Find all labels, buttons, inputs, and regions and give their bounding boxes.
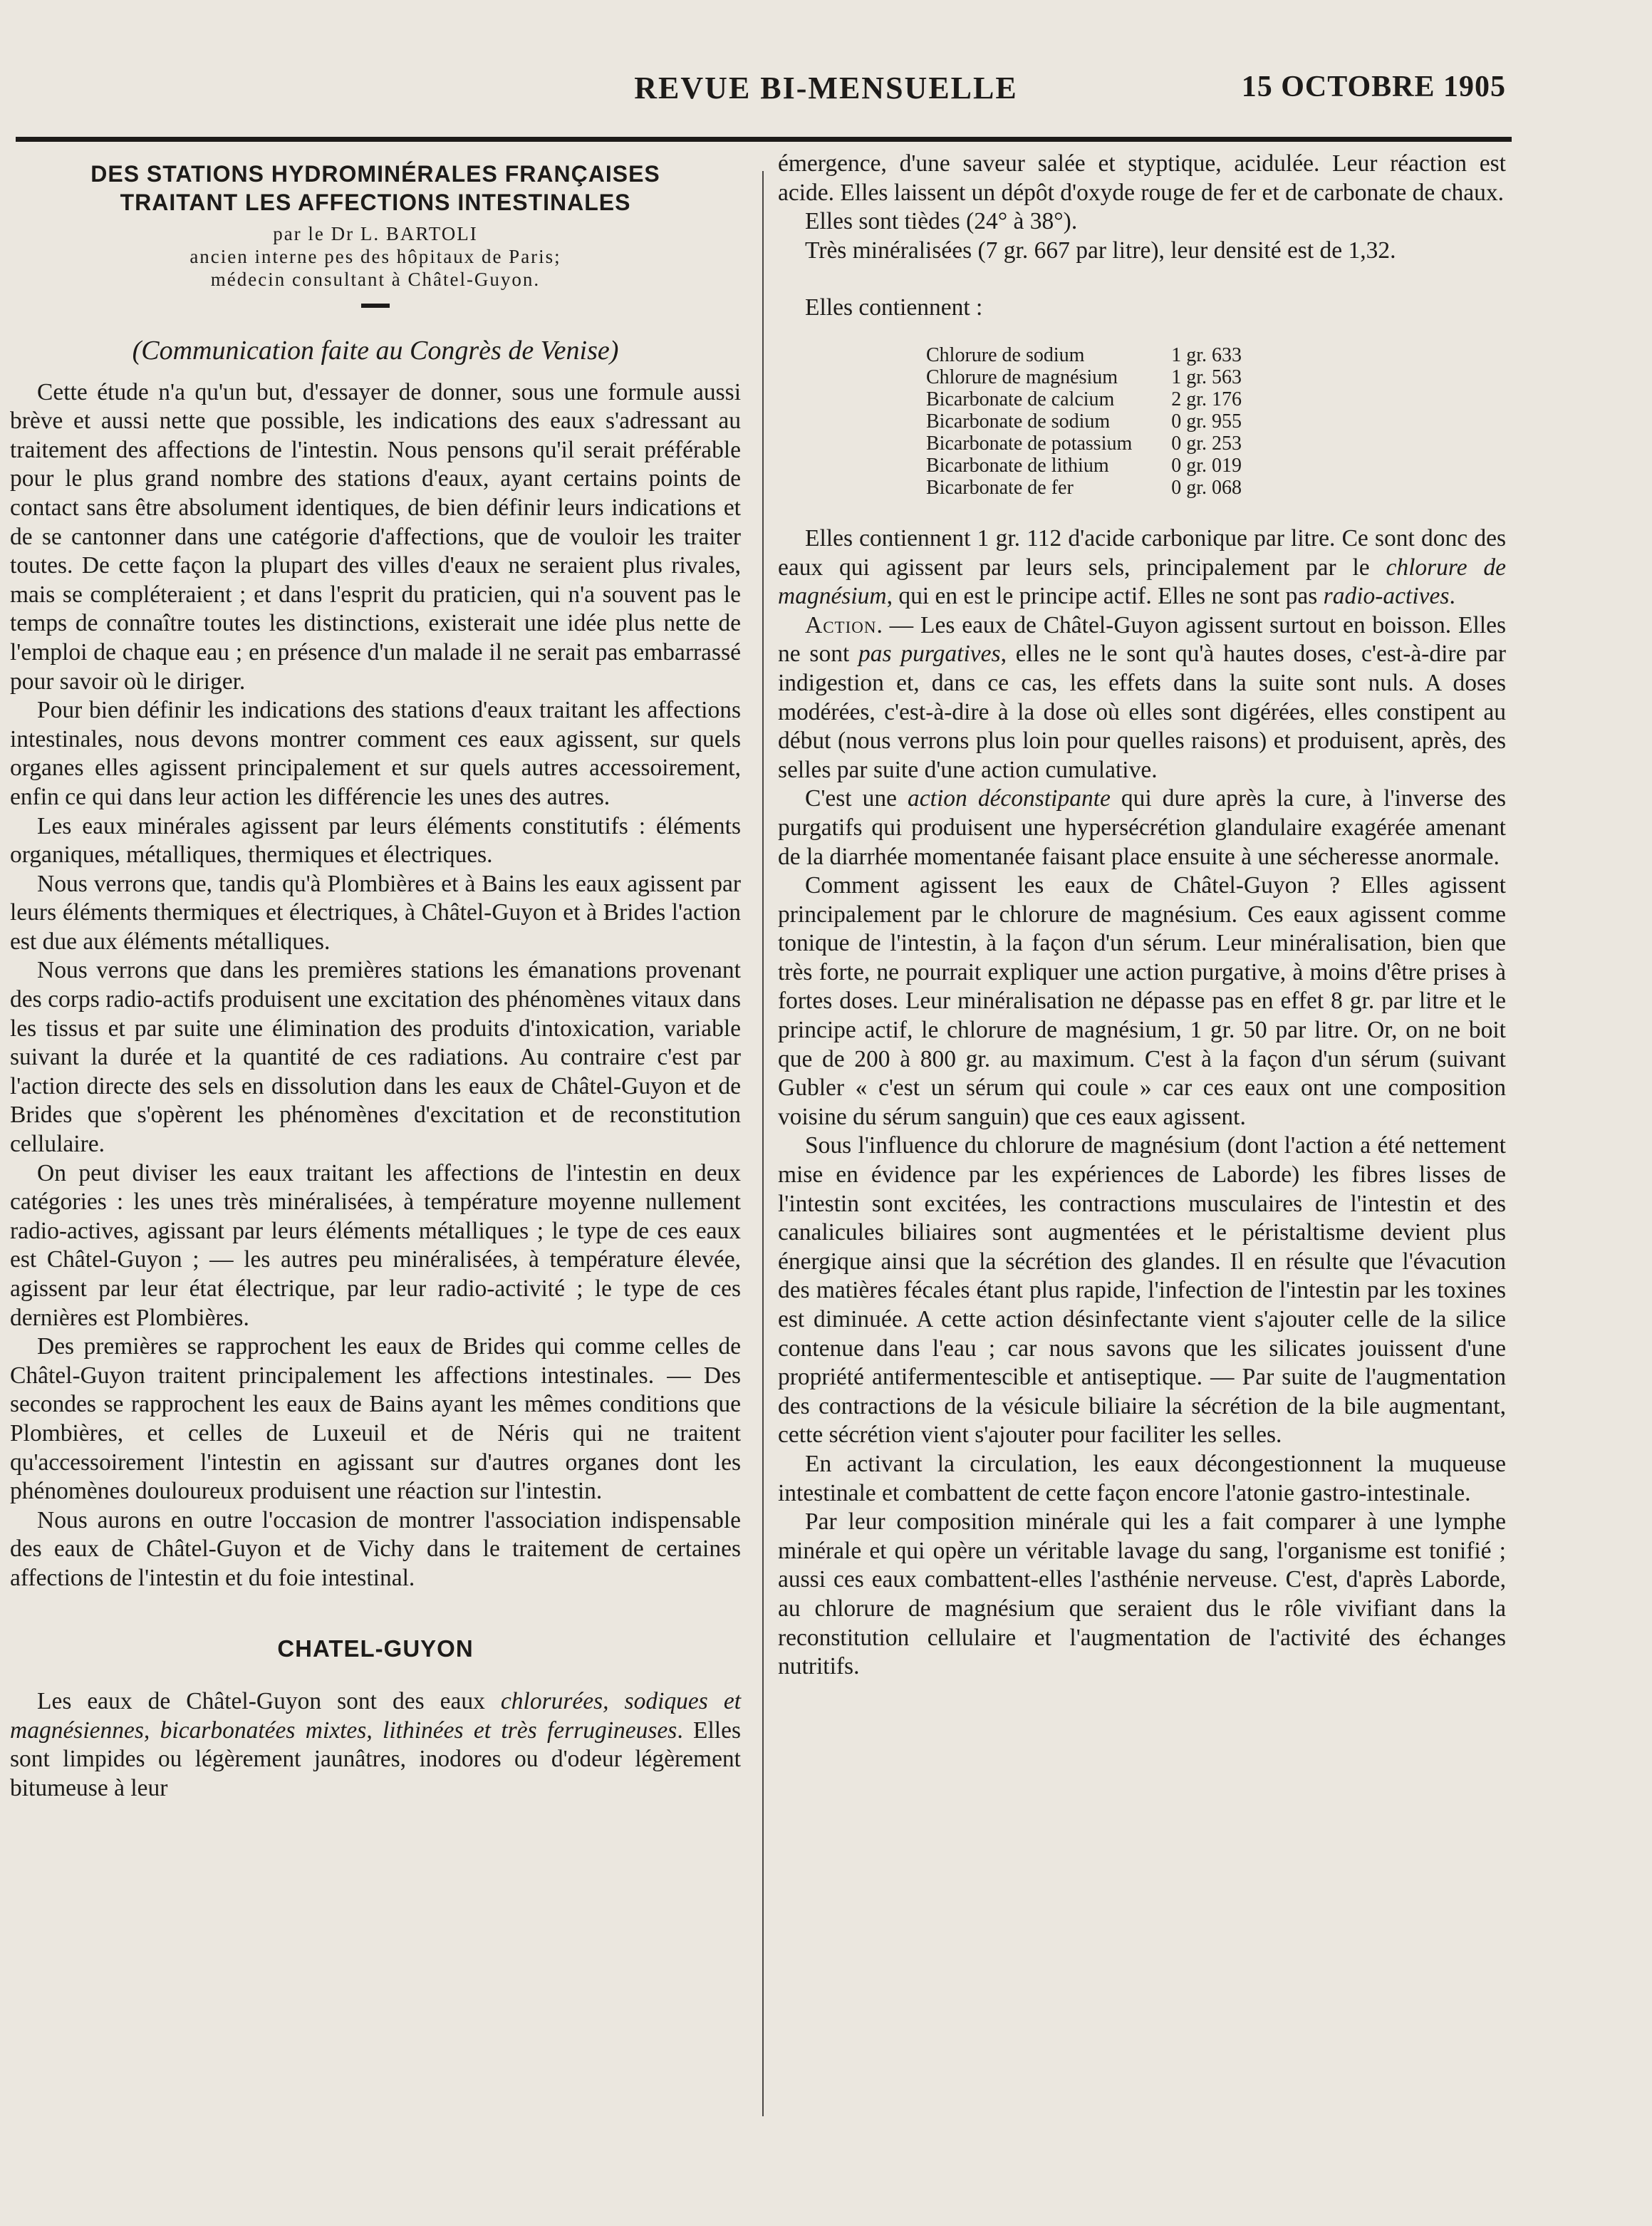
compound-name: Chlorure de magnésium xyxy=(926,366,1118,388)
article-title-line-1: DES STATIONS HYDROMINÉRALES FRANÇAISES xyxy=(90,161,660,187)
paragraph: Des premières se rapprochent les eaux de Brides qui comme celles de Châtel-Guyon traitent principalement les affections intestinales. — Des secondes se rapprochent les eaux de Bains ayant les mêmes conditions que Plombières, et celles de Luxeuil et de Néris qui ne traitent qu'accessoirement l'intestin en agissant sur d'autres organes dont les phénomènes douloureux produisent une réaction sur l'intestin. xyxy=(10,1333,741,1505)
table-row xyxy=(926,366,1242,388)
action-label: Action xyxy=(805,611,877,638)
paragraph: Nous verrons que dans les premières stations les émanations provenant des corps radio-actifs produisent une excitation des phénomènes vitaux dans les tissus et par suite une élimination des produits d'intoxication, variable suivant la durée et la quantité de ces radiations. Au contraire c'est par l'action directe des sels en dissolution dans les eaux de Châtel-Guyon et de Brides que s'opèrent les phénomènes d'excitation et de reconstitution cellulaire. xyxy=(10,957,741,1158)
composition-heading: Elles contiennent : xyxy=(805,294,983,321)
compound-value: 1 gr. 563 xyxy=(1171,366,1242,388)
paragraph-continued: émergence, d'une saveur salée et styptique, acidulée. Leur réaction est acide. Elles laissent un dépôt d'oxyde rouge de fer et de carbonate de chaux. xyxy=(778,150,1506,206)
compound-name: Bicarbonate de sodium xyxy=(926,410,1111,433)
italic-text: action déconstipante xyxy=(908,785,1111,812)
text: . xyxy=(1449,583,1455,610)
issue-date: 15 OCTOBRE 1905 xyxy=(1241,71,1506,103)
text: . — Les eaux de Châtel-Guyon agissent surtout en boisson. Elles ne sont xyxy=(778,611,1506,668)
compound-name: Bicarbonate de lithium xyxy=(926,454,1109,477)
paragraph: Par leur composition minérale qui les a fait comparer à une lymphe minérale et qui opère un véritable lavage du sang, l'organisme est tonifié ; aussi ces eaux combattent-elles l'asthénie nerveuse. C'est, d'après Laborde, au chlorure de magnésium que seraient dus le rôle vivifiant dans la reconstitution cellulaire et l'augmentation de l'activité des échanges nutritifs. xyxy=(778,1508,1506,1680)
paragraph: Sous l'influence du chlorure de magnésium (dont l'action a été nettement mise en évidence par les expériences de Laborde) les fibres lisses de l'intestin sont excitées, les contractions musculaires de l'intestin et des canalicules biliaires sont augmentées et le péristaltisme devient plus énergique ainsi que la sécrétion des glandes. Il en résulte que l'évacution des matières fécales étant plus rapide, l'infection de l'intestin par les toxines est diminuée. A cette action désinfectante vient s'ajouter celle de la silice contenue dans l'eau ; car nous savons que les silicates jouissent d'une propriété antifermentescible et antiseptique. — Par suite de l'augmentation des contractions de la vésicule biliaire la sécrétion de la bile augmentant, cette sécrétion vient s'ajouter pour faciliter les selles. xyxy=(778,1132,1506,1449)
right-column xyxy=(778,150,1506,1682)
left-column xyxy=(10,150,741,1803)
communication-note: (Communication faite au Congrès de Venise) xyxy=(132,336,619,366)
paragraph: Cette étude n'a qu'un but, d'essayer de donner, sous une formule aussi brève et aussi nette que possible, les indications des eaux s'adressant au traitement des affections de l'intestin. Nous pensons qu'il serait préférable pour le plus grand nombre des stations d'eaux, ayant certains points de contact sans être absolument identiques, de bien définir leurs indications et de se cantonner dans une catégorie d'affections, que de vouloir les traiter toutes. De cette façon la plupart des villes d'eaux ne seraient plus rivales, mais se compléteraient ; et dans l'esprit du praticien, qui n'a souvent pas le temps de connaître toutes les distinctions, existerait une idée plus nette de l'emploi de chaque eau ; en présence d'un malade il ne serait pas embarrassé pour savoir où le diriger. xyxy=(10,378,741,695)
composition-table xyxy=(926,344,1242,499)
paragraph xyxy=(778,611,1506,785)
paragraph: Nous aurons en outre l'occasion de montrer l'association indispensable des eaux de Châtel-Guyon et de Vichy dans le traitement de certaines affections de l'intestin et du foie intestinal. xyxy=(10,1506,741,1591)
section-intro xyxy=(10,1687,741,1803)
compound-name: Bicarbonate de potassium xyxy=(926,432,1133,455)
text: qui dure après la cure, à l'inverse des purgatifs qui produisent une hypersécrétion glandulaire exagérée amenant de la diarrhée momentanée faisant place ensuite à une sécheresse anormale. xyxy=(778,785,1506,870)
section-title: CHATEL-GUYON xyxy=(277,1635,474,1662)
compound-value: 0 gr. 019 xyxy=(1171,454,1242,477)
text: , qui en est le principe actif. Elles ne sont pas xyxy=(886,583,1324,610)
paragraph xyxy=(778,785,1506,871)
compound-value: 1 gr. 633 xyxy=(1171,343,1242,366)
column-divider xyxy=(762,171,764,2116)
table-row xyxy=(926,433,1242,455)
paragraph xyxy=(778,524,1506,611)
paragraph: Elles sont tièdes (24° à 38°). xyxy=(805,208,1078,235)
byline-position: médecin consultant à Châtel-Guyon. xyxy=(210,269,541,290)
compound-value: 0 gr. 068 xyxy=(1171,476,1242,499)
byline-credential: ancien interne pes des hôpitaux de Paris; xyxy=(189,246,561,267)
paragraph: En activant la circulation, les eaux décongestionnent la muqueuse intestinale et combattent de cette façon encore l'atonie gastro-intestinale. xyxy=(778,1450,1506,1506)
paragraph: Comment agissent les eaux de Châtel-Guyon ? Elles agissent principalement par le chlorure de magnésium. Ces eaux agissent comme tonique de l'intestin, à la façon d'un sérum. Leur minéralisation, bien que très forte, ne pourrait expliquer une action purgative, à moins d'être prises à fortes doses. Leur minéralisation ne dépasse pas en effet 8 gr. par litre et le principe actif, le chlorure de magnésium, 1 gr. 50 par litre. Or, on ne boit que de 200 à 800 gr. au maximum. C'est à la façon d'un sérum (suivant Gubler « c'est un sérum qui coule » car ces eaux ont une composition voisine du sérum sanguin) que ces eaux agissent. xyxy=(778,872,1506,1130)
ornament-rule xyxy=(361,304,390,308)
intro-italic: chlorurées, sodiques et magnésiennes, bicarbonatées mixtes, lithinées et très ferrugineuses xyxy=(10,1688,742,1744)
text: Elles contiennent 1 gr. 112 d'acide carbonique par litre. Ce sont donc des eaux qui agissent par leurs sels, principalement par le xyxy=(778,524,1506,581)
intro-text-end: . Elles sont limpides ou légèrement jaunâtres, inodores ou d'odeur légèrement bitumeuse à leur xyxy=(10,1717,741,1801)
text: , elles ne le sont qu'à hautes doses, c'est-à-dire par indigestion et, dans ce cas, les effets dans la suite sont nuls. A doses modérées, c'est-à-dire à la dose où elles sont digérées, elles constipent au début (nous verrons plus loin pour quelles raisons) et produisent, après, des selles par suite d'une action cumulative. xyxy=(778,641,1506,783)
paragraph: Les eaux minérales agissent par leurs éléments constitutifs : éléments organiques, métalliques, thermiques et électriques. xyxy=(10,812,741,869)
intro-text: Les eaux de Châtel-Guyon sont des eaux xyxy=(37,1688,501,1715)
paragraph: On peut diviser les eaux traitant les affections de l'intestin en deux catégories : les unes très minéralisées, à température moyenne nullement radio-actives, agissant par leurs éléments métalliques ; le type de ces eaux est Châtel-Guyon ; — les autres peu minéralisées, à température élevée, agissent par leur état électrique, par leur radio-activité ; le type de ces dernières est Plombières. xyxy=(10,1159,741,1331)
table-row xyxy=(926,410,1242,433)
table-row xyxy=(926,388,1242,410)
page-header xyxy=(0,63,1652,113)
compound-value: 0 gr. 253 xyxy=(1171,432,1242,455)
article-title xyxy=(10,160,741,217)
article-title-line-2: TRAITANT LES AFFECTIONS INTESTINALES xyxy=(120,190,631,215)
compound-name: Bicarbonate de fer xyxy=(926,476,1074,499)
byline-author: par le Dr L. BARTOLI xyxy=(273,223,478,244)
compound-value: 2 gr. 176 xyxy=(1171,388,1242,410)
italic-text: pas purgatives xyxy=(858,641,1001,668)
compound-name: Bicarbonate de calcium xyxy=(926,388,1115,410)
paragraph: Nous verrons que, tandis qu'à Plombières et à Bains les eaux agissent par leurs éléments thermiques et électriques, à Châtel-Guyon et à Brides l'action est due aux éléments métalliques. xyxy=(10,870,741,955)
paragraph: Pour bien définir les indications des stations d'eaux traitant les affections intestinales, nous devons montrer comment ces eaux agissent, sur quels organes elles agissent principalement et sur quels autres accessoirement, enfin ce qui dans leur action les différencie les unes des autres. xyxy=(10,697,741,810)
journal-title: REVUE BI-MENSUELLE xyxy=(634,71,1018,105)
text: C'est une xyxy=(805,785,908,812)
table-row xyxy=(926,455,1242,477)
italic-text: chlorure de magnésium xyxy=(778,554,1507,610)
paragraph: Très minéralisées (7 gr. 667 par litre), leur densité est de 1,32. xyxy=(805,237,1396,264)
header-rule xyxy=(16,137,1512,142)
compound-value: 0 gr. 955 xyxy=(1171,410,1242,433)
byline xyxy=(10,222,741,291)
italic-text: radio-actives xyxy=(1323,583,1450,610)
compound-name: Chlorure de sodium xyxy=(926,343,1085,366)
table-row xyxy=(926,344,1242,366)
table-row xyxy=(926,477,1242,499)
